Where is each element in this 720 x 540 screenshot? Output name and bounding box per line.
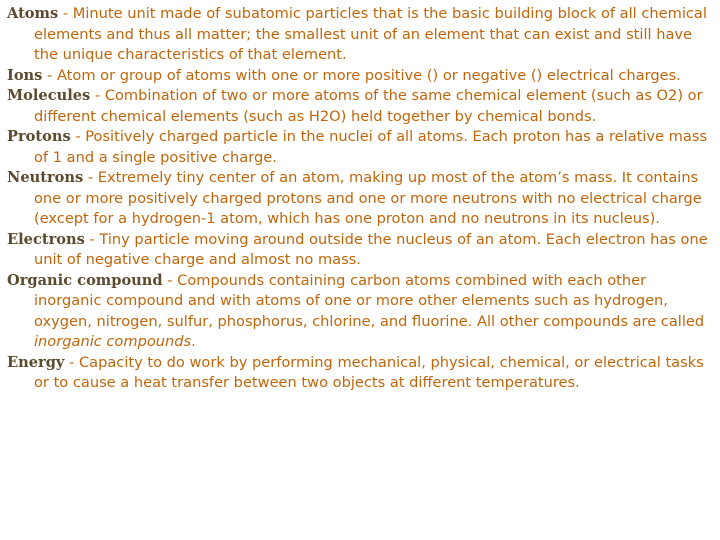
definition-ions: Atom or group of atoms with one or more positive () or negative () electrical charges.	[56, 66, 681, 84]
glossary-list	[7, 4, 715, 394]
term-protons: Protons	[7, 128, 71, 145]
term-organic-compound: Organic compound	[7, 271, 163, 289]
definition-electrons: Tiny particle moving around outside the nucleus of an atom. Each electron has one unit of negative charge and almost no mass.	[34, 230, 708, 268]
term-atoms: Atoms	[7, 5, 59, 22]
glossary-entry-electrons	[7, 230, 715, 271]
term-separator: -	[58, 5, 73, 22]
term-separator: -	[90, 87, 105, 104]
glossary-entry-molecules	[7, 86, 715, 127]
term-separator: -	[70, 128, 86, 145]
glossary-entry-protons	[7, 127, 715, 168]
definition-energy: Capacity to do work by performing mechanical, physical, chemical, or electrical tasks or to cause a heat transfer between two objects at different temperatures.	[34, 353, 704, 391]
definition-atoms: Minute unit made of subatomic particles that is the basic building block of all chemical elements and thus all matter; the smallest unit of an element that can exist and still have the unique characteristics of that element.	[34, 5, 707, 63]
definition-protons: Positively charged particle in the nuclei of all atoms. Each proton has a relative mass of 1 and a single positive charge.	[34, 128, 708, 166]
term-separator: -	[162, 271, 178, 289]
term-separator: -	[83, 169, 98, 186]
glossary-entry-energy	[7, 353, 715, 394]
definition-molecules: Combination of two or more atoms of the same chemical element (such as O2) or different chemical elements (such as H2O) held together by chemical bonds.	[34, 87, 703, 125]
glossary-entry-ions	[7, 66, 715, 87]
term-separator: -	[84, 230, 100, 248]
term-separator: -	[64, 353, 79, 371]
term-neutrons: Neutrons	[7, 169, 84, 186]
definition-organic-compound-tail: .	[191, 333, 196, 350]
term-ions: Ions	[7, 66, 43, 84]
definition-neutrons: Extremely tiny center of an atom, making up most of the atom’s mass. It contains one or more positively charged protons and one or more neutrons with no electrical charge (except for a hydrogen-1 atom, which has one proton and no neutrons in its nucleus).	[34, 169, 702, 227]
term-molecules: Molecules	[7, 87, 91, 104]
term-energy: Energy	[7, 353, 65, 371]
definition-organic-compound-emphasis: inorganic compounds	[34, 333, 192, 350]
term-separator: -	[42, 66, 57, 84]
term-electrons: Electrons	[7, 230, 85, 248]
definition-organic-compound-text: Compounds containing carbon atoms combined with each other inorganic compound and with atoms of one or more other elements such as hydrogen, oxygen, nitrogen, sulfur, phosphorus, chlorine, and fluorine. All other compounds are called	[34, 271, 705, 330]
glossary-entry-neutrons	[7, 168, 715, 230]
glossary-entry-atoms	[7, 4, 715, 66]
glossary-entry-organic-compound	[7, 271, 715, 353]
